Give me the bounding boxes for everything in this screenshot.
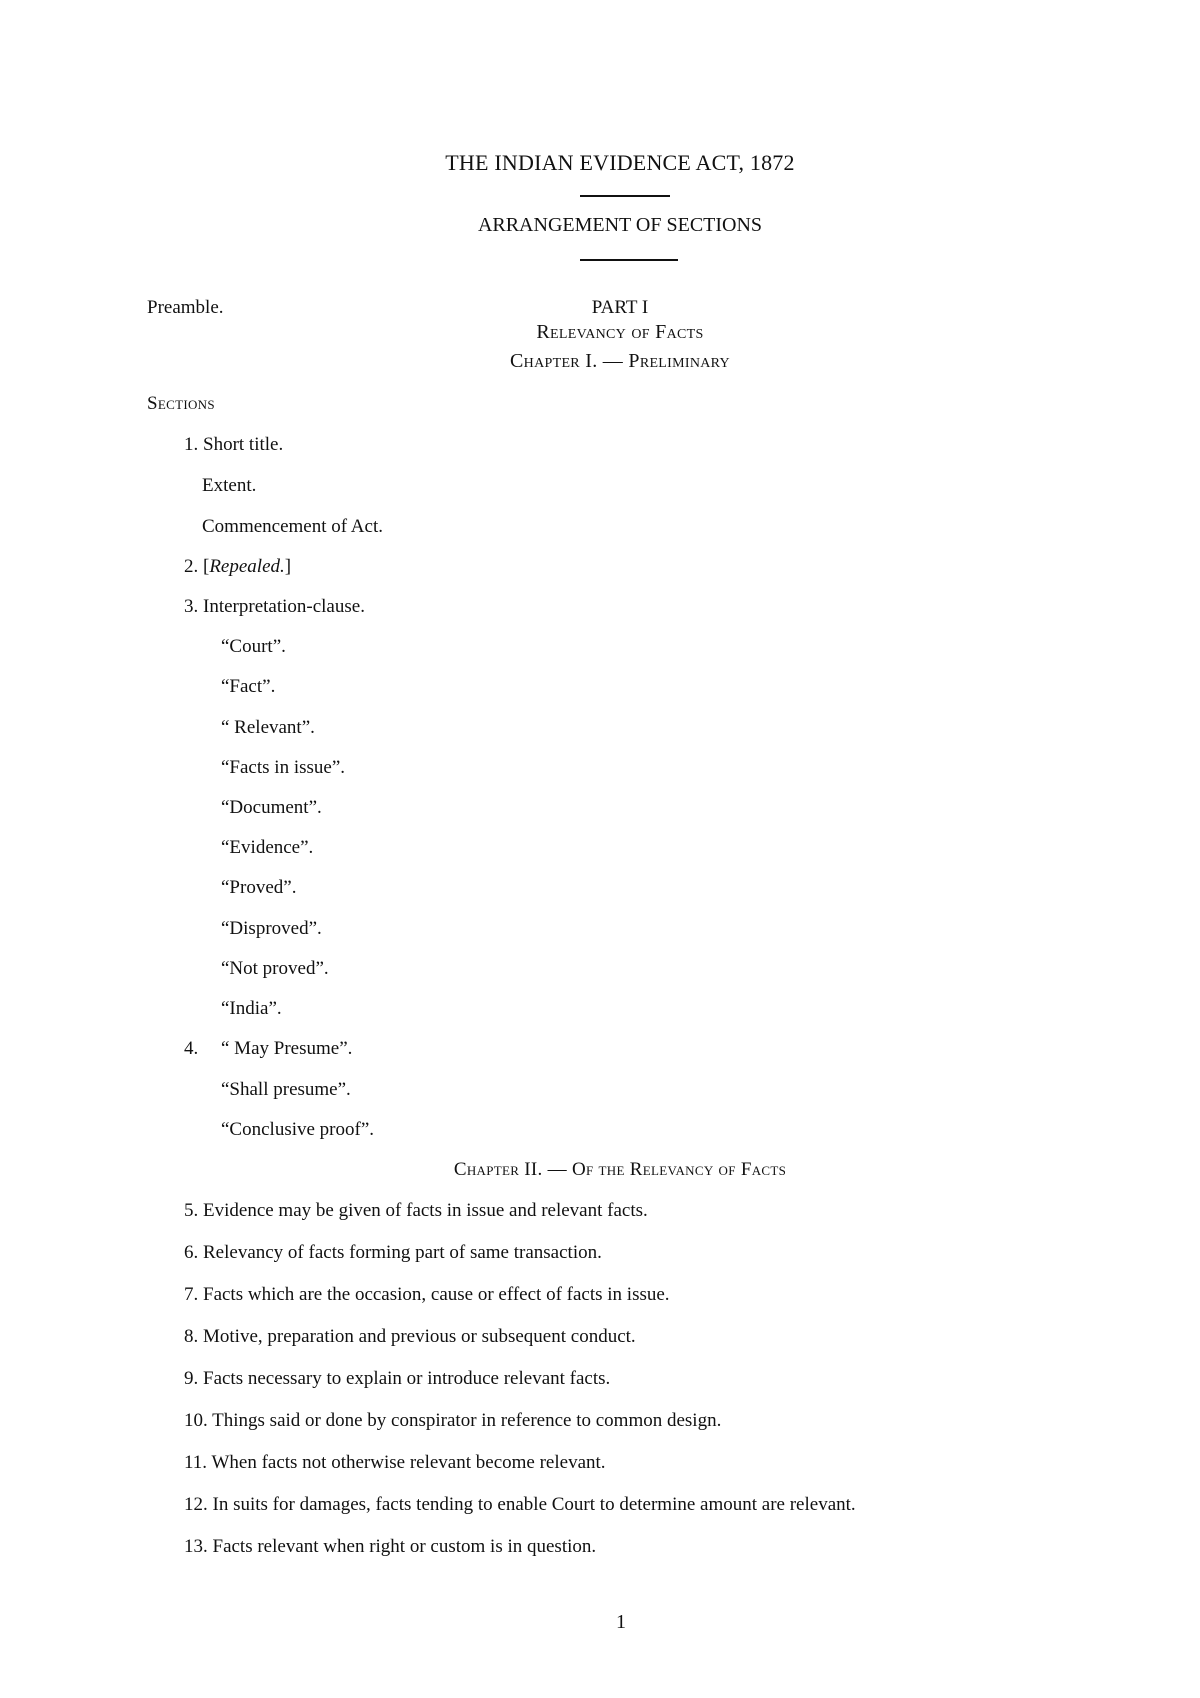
part-name: Relevancy of Facts [536,321,704,343]
section-entry-5: 5. Evidence may be given of facts in issue and relevant facts. [184,1200,648,1221]
section-entry-2-number: 2. [ [184,556,210,577]
sections-label: Sections [147,393,215,414]
section-entry-2-repealed: Repealed. [209,556,285,577]
section-entry-2-close: ] [284,556,292,577]
chapter2-heading: Chapter II. — Of the Relevancy of Facts [453,1159,787,1180]
definition-fact: “Fact”. [221,676,276,697]
part-label: PART I [591,297,649,318]
definition-may-presume: “ May Presume”. [221,1038,353,1059]
section-entry-10: 10. Things said or done by conspirator in reference to common design. [184,1410,722,1431]
section-entry-extent: Extent. [202,475,257,496]
page-number: 1 [616,1611,626,1633]
section-entry-4: 4. [184,1038,199,1059]
definition-evidence: “Evidence”. [221,837,314,858]
section-entry-1: 1. Short title. [184,434,284,455]
section-entry-3: 3. Interpretation-clause. [184,596,365,617]
definition-not-proved: “Not proved”. [221,958,329,979]
definition-facts-in-issue: “Facts in issue”. [221,757,346,778]
arrangement-subtitle: ARRANGEMENT OF SECTIONS [477,214,763,236]
definition-shall-presume: “Shall presume”. [221,1079,351,1100]
definition-disproved: “Disproved”. [221,918,322,939]
definition-court: “Court”. [221,636,286,657]
section-entry-7: 7. Facts which are the occasion, cause or effect of facts in issue. [184,1284,670,1305]
section-entry-6: 6. Relevancy of facts forming part of same transaction. [184,1242,602,1263]
definition-proved: “Proved”. [221,877,297,898]
section-entry-8: 8. Motive, preparation and previous or subsequent conduct. [184,1326,636,1347]
section-entry-9: 9. Facts necessary to explain or introduce relevant facts. [184,1368,611,1389]
definition-relevant: “ Relevant”. [221,717,315,738]
preamble: Preamble. [147,297,224,318]
section-entry-12: 12. In suits for damages, facts tending to enable Court to determine amount are relevant. [184,1494,856,1515]
header-rule-bottom [580,259,678,261]
section-entry-11: 11. When facts not otherwise relevant become relevant. [184,1452,606,1473]
section-entry-2 [184,557,291,576]
definition-india: “India”. [221,998,282,1019]
section-entry-commencement: Commencement of Act. [202,516,383,537]
act-title: THE INDIAN EVIDENCE ACT, 1872 [445,150,795,175]
header-rule-top [580,195,670,197]
chapter1-heading: Chapter I. — Preliminary [510,350,730,372]
definition-conclusive-proof: “Conclusive proof”. [221,1119,375,1140]
definition-document: “Document”. [221,797,322,818]
section-entry-13: 13. Facts relevant when right or custom is in question. [184,1536,597,1557]
